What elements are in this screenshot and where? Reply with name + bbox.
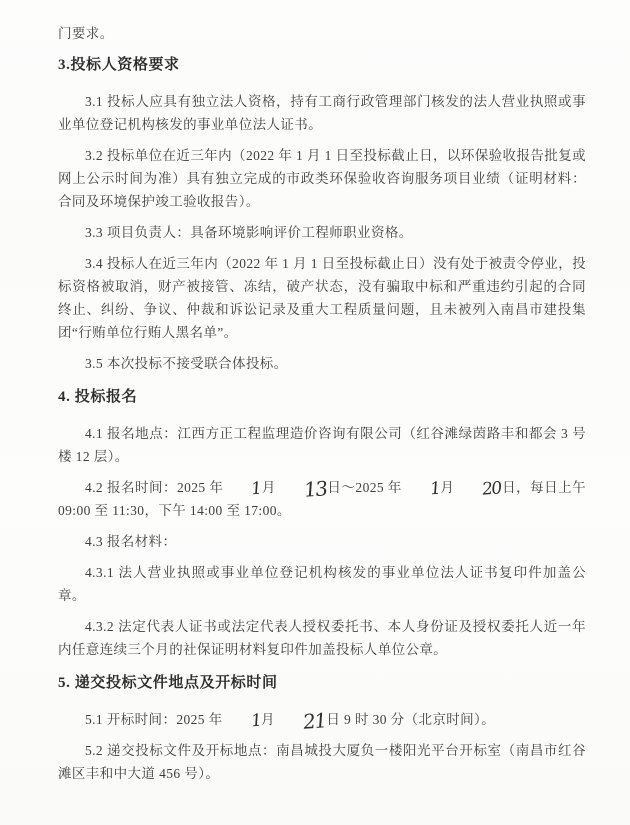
- paragraph-5-1: [58, 708, 586, 734]
- handwritten-signup-end-month: 1: [429, 478, 440, 500]
- paragraph-3-5: 3.5 本次投标不接受联合体投标。: [85, 356, 288, 371]
- paragraph-3-2: 3.2 投标单位在近三年内（2022 年 1 月 1 日至投标截止日，以环保验收报告批复或网上公示时间为准）具有独立完成的市政类环保验收咨询服务项目业绩（证明材料：合同及环境保护竣工验收报告）。: [58, 148, 586, 209]
- paragraph-3-4: 3.4 投标人在近三年内（2022 年 1 月 1 日至投标截止日）没有处于被责令停业，投标资格被取消，财产被接管、冻结，破产状态，没有骗取中标和严重违约引起的合同终止、纠纷、争议、仲裁和诉讼记录及重大工程质量问题，且未被列入南昌市建投集团“行贿单位行贿人黑名单”。: [58, 256, 586, 340]
- paragraph-5-2: 5.2 递交投标文件及开标地点：南昌城投大厦负一楼阳光平台开标室（南昌市红谷滩区丰和中大道 456 号）。: [58, 743, 586, 781]
- paragraph-4-3-1: 4.3.1 法人营业执照或事业单位登记机构核发的事业单位法人证书复印件加盖公章。: [58, 565, 586, 603]
- handwritten-opening-day: 21: [302, 708, 327, 734]
- paragraph-3-1: 3.1 投标人应具有独立法人资格，持有工商行政管理部门核发的法人营业执照或事业单位登记机构核发的事业单位法人证书。: [58, 94, 586, 132]
- section-3-heading: 3.投标人资格要求: [58, 57, 180, 73]
- section-5-heading: 5. 递交投标文件地点及开标时间: [58, 675, 278, 691]
- section-4-heading: 4. 投标报名: [58, 389, 138, 405]
- paragraph-4-2-text-mid: 日～2025 年: [327, 480, 402, 495]
- paragraph-5-1-text-sep: 月: [260, 712, 275, 727]
- paragraph-3-3: 3.3 项目负责人：具备环境影响评价工程师职业资格。: [85, 225, 413, 240]
- paragraph-5-1-text-post: 日 9 时 30 分（北京时间）。: [326, 712, 496, 727]
- handwritten-signup-start-month: 1: [250, 478, 262, 500]
- paragraph-4-1: 4.1 报名地点：江西方正工程监理造价咨询有限公司（红谷滩绿茵路丰和都会 3 号楼 12 层）。: [58, 426, 586, 464]
- handwritten-opening-month: 1: [249, 710, 261, 732]
- paragraph-4-2-text-sep1: 月: [261, 480, 276, 495]
- intro-fragment-paragraph: 门要求。: [58, 26, 114, 41]
- paragraph-4-2-text-pre: 4.2 报名时间：2025 年: [85, 480, 224, 495]
- handwritten-signup-end-day: 20: [481, 478, 502, 500]
- paragraph-4-2-text-post: 日，每日上午 09:00 至 11:30，下午 14:00 至 17:00。: [58, 480, 587, 518]
- paragraph-4-3: 4.3 报名材料：: [85, 534, 177, 549]
- paragraph-4-3-2: 4.3.2 法定代表人证书或法定代表人授权委托书、本人身份证及授权委托人近一年内任意连续三个月的社保证明材料复印件加盖投标人单位公章。: [58, 619, 586, 657]
- paragraph-4-2-text-sep2: 月: [440, 480, 455, 495]
- paragraph-5-1-text-pre: 5.1 开标时间：2025 年: [85, 712, 223, 727]
- handwritten-signup-start-day: 13: [303, 476, 328, 502]
- paragraph-4-2: [58, 476, 586, 522]
